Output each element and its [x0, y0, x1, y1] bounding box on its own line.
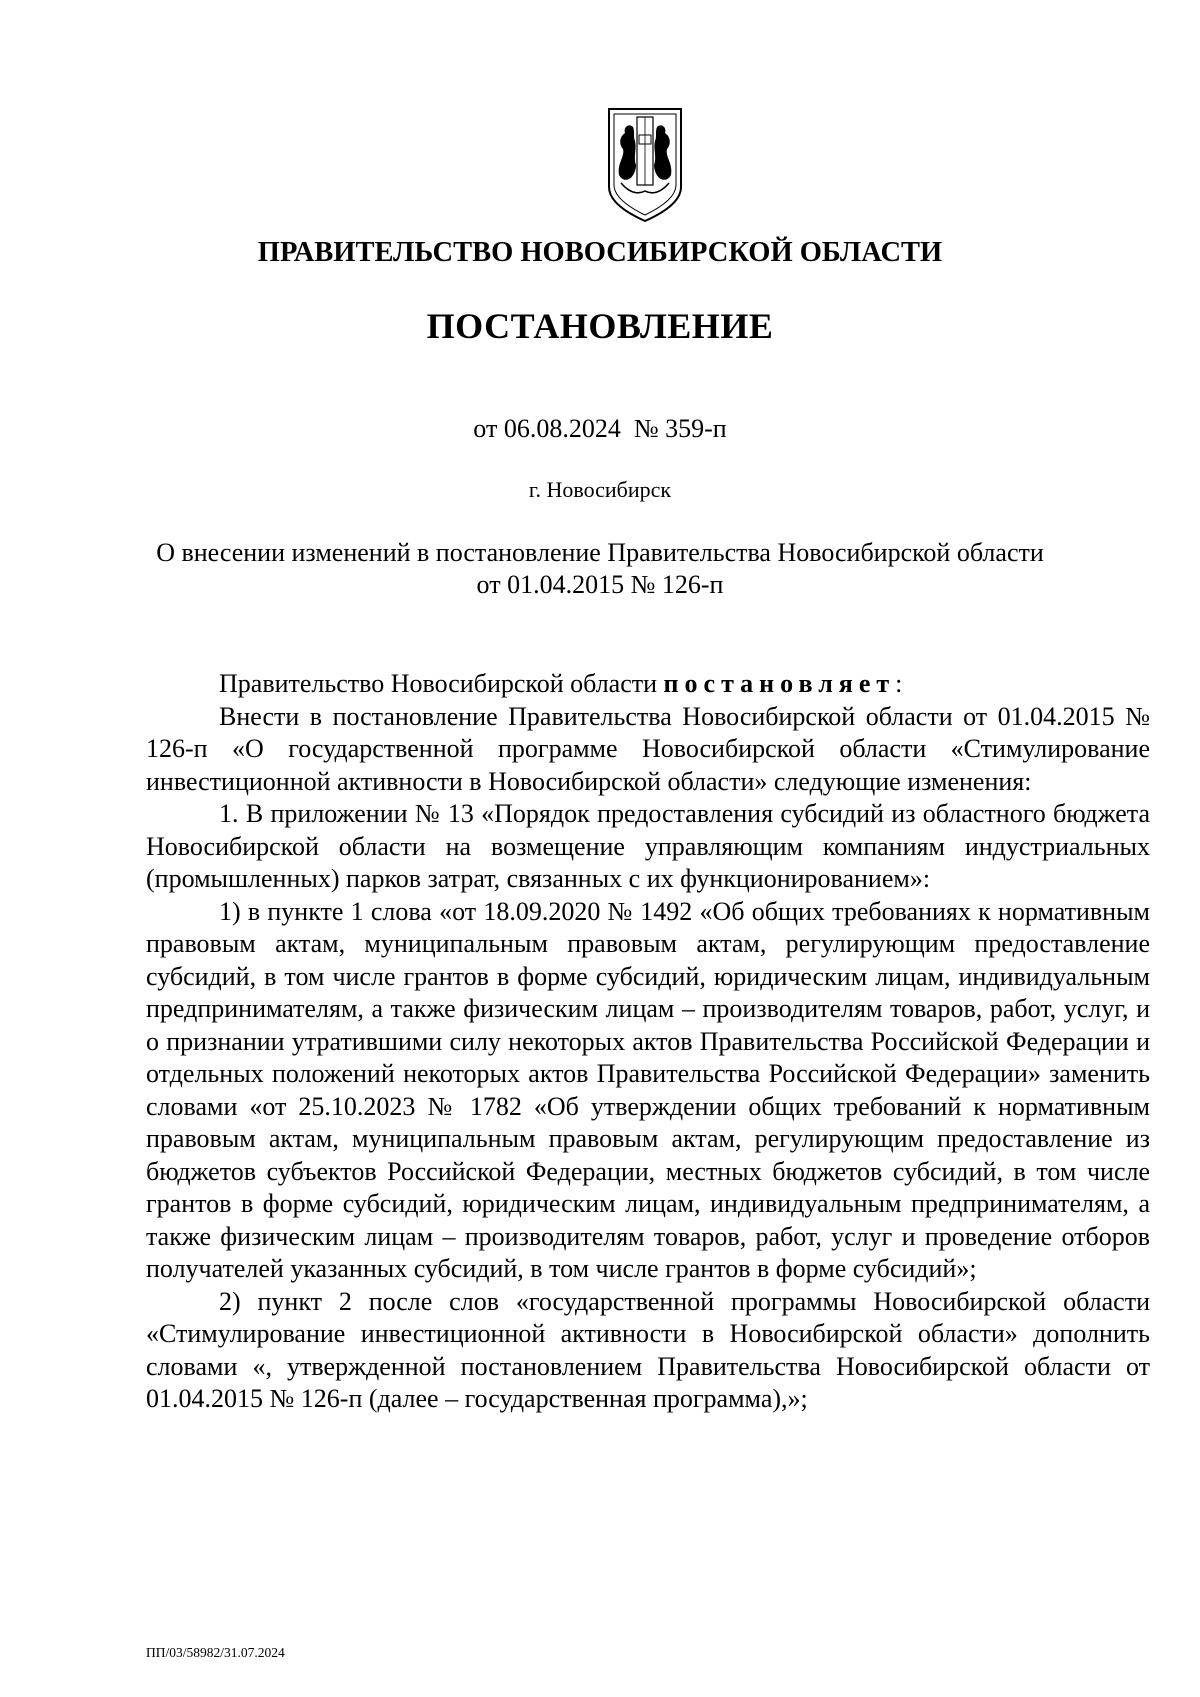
- paragraph-subitem-2: 2) пункт 2 после слов «государственной программы Новосибирской области «Стимулирование инвестиционной активности в Новосибирской области» дополнить словами «, утвержденной постановлением Правительства Новосибирской области от 01.04.2015 № 126-п (далее – государственная программа),»;: [146, 1286, 1150, 1413]
- document-title-line-2: от 01.04.2015 № 126-п: [476, 570, 724, 599]
- coat-of-arms-emblem: [603, 105, 687, 223]
- document-title-line-1: О внесении изменений в постановление Правительства Новосибирской области: [156, 538, 1044, 567]
- city: г. Новосибирск: [528, 477, 672, 502]
- preamble-prefix: Правительство Новосибирской области: [219, 669, 664, 698]
- organization-name: ПРАВИТЕЛЬСТВО НОВОСИБИРСКОЙ ОБЛАСТИ: [257, 237, 943, 268]
- preamble: [146, 668, 1150, 701]
- preamble-suffix: :: [895, 669, 903, 698]
- paragraph-intro: Внести в постановление Правительства Новосибирской области от 01.04.2015 № 126-п «О государственной программе Новосибирской области «Стимулирование инвестиционной активности в Новосибирской области» следующие изменения:: [146, 701, 1150, 796]
- document-body: [146, 668, 1150, 1416]
- paragraph-item-1: 1. В приложении № 13 «Порядок предоставления субсидий из областного бюджета Новосибирской области на возмещение управляющим компаниям индустриальных (промышленных) парков затрат, связанных с их функционированием»:: [146, 799, 1150, 893]
- footer-code: ПП/03/58982/31.07.2024: [146, 1645, 285, 1660]
- preamble-emphasis: постановляет: [663, 669, 896, 698]
- date-and-number: от 06.08.2024 № 359-п: [473, 414, 727, 443]
- document-title: [0, 537, 1200, 601]
- paragraph-subitem-1: 1) в пункте 1 слова «от 18.09.2020 № 1492 «Об общих требованиях к нормативным правовым актам, муниципальным правовым актам, регулирующим предоставление субсидий, в том числе грантов в форме субсидий, юридическим лицам, индивидуальным предпринимателям, а также физическим лицам – производителям товаров, работ, услуг, и о признании утратившими силу некоторых актов Правительства Российской Федерации и отдельных положений некоторых актов Правительства Российской Федерации» заменить словами «от 25.10.2023 № 1782 «Об утверждении общих требований к нормативным правовым актам, муниципальным правовым актам, регулирующим предоставление из бюджетов субъектов Российской Федерации, местных бюджетов субсидий, в том числе грантов в форме субсидий, юридическим лицам, индивидуальным предпринимателям, а также физическим лицам – производителям товаров, работ, услуг и проведение отборов получателей указанных субсидий, в том числе грантов в форме субсидий»;: [146, 896, 1150, 1283]
- document-type: ПОСТАНОВЛЕНИЕ: [426, 306, 774, 346]
